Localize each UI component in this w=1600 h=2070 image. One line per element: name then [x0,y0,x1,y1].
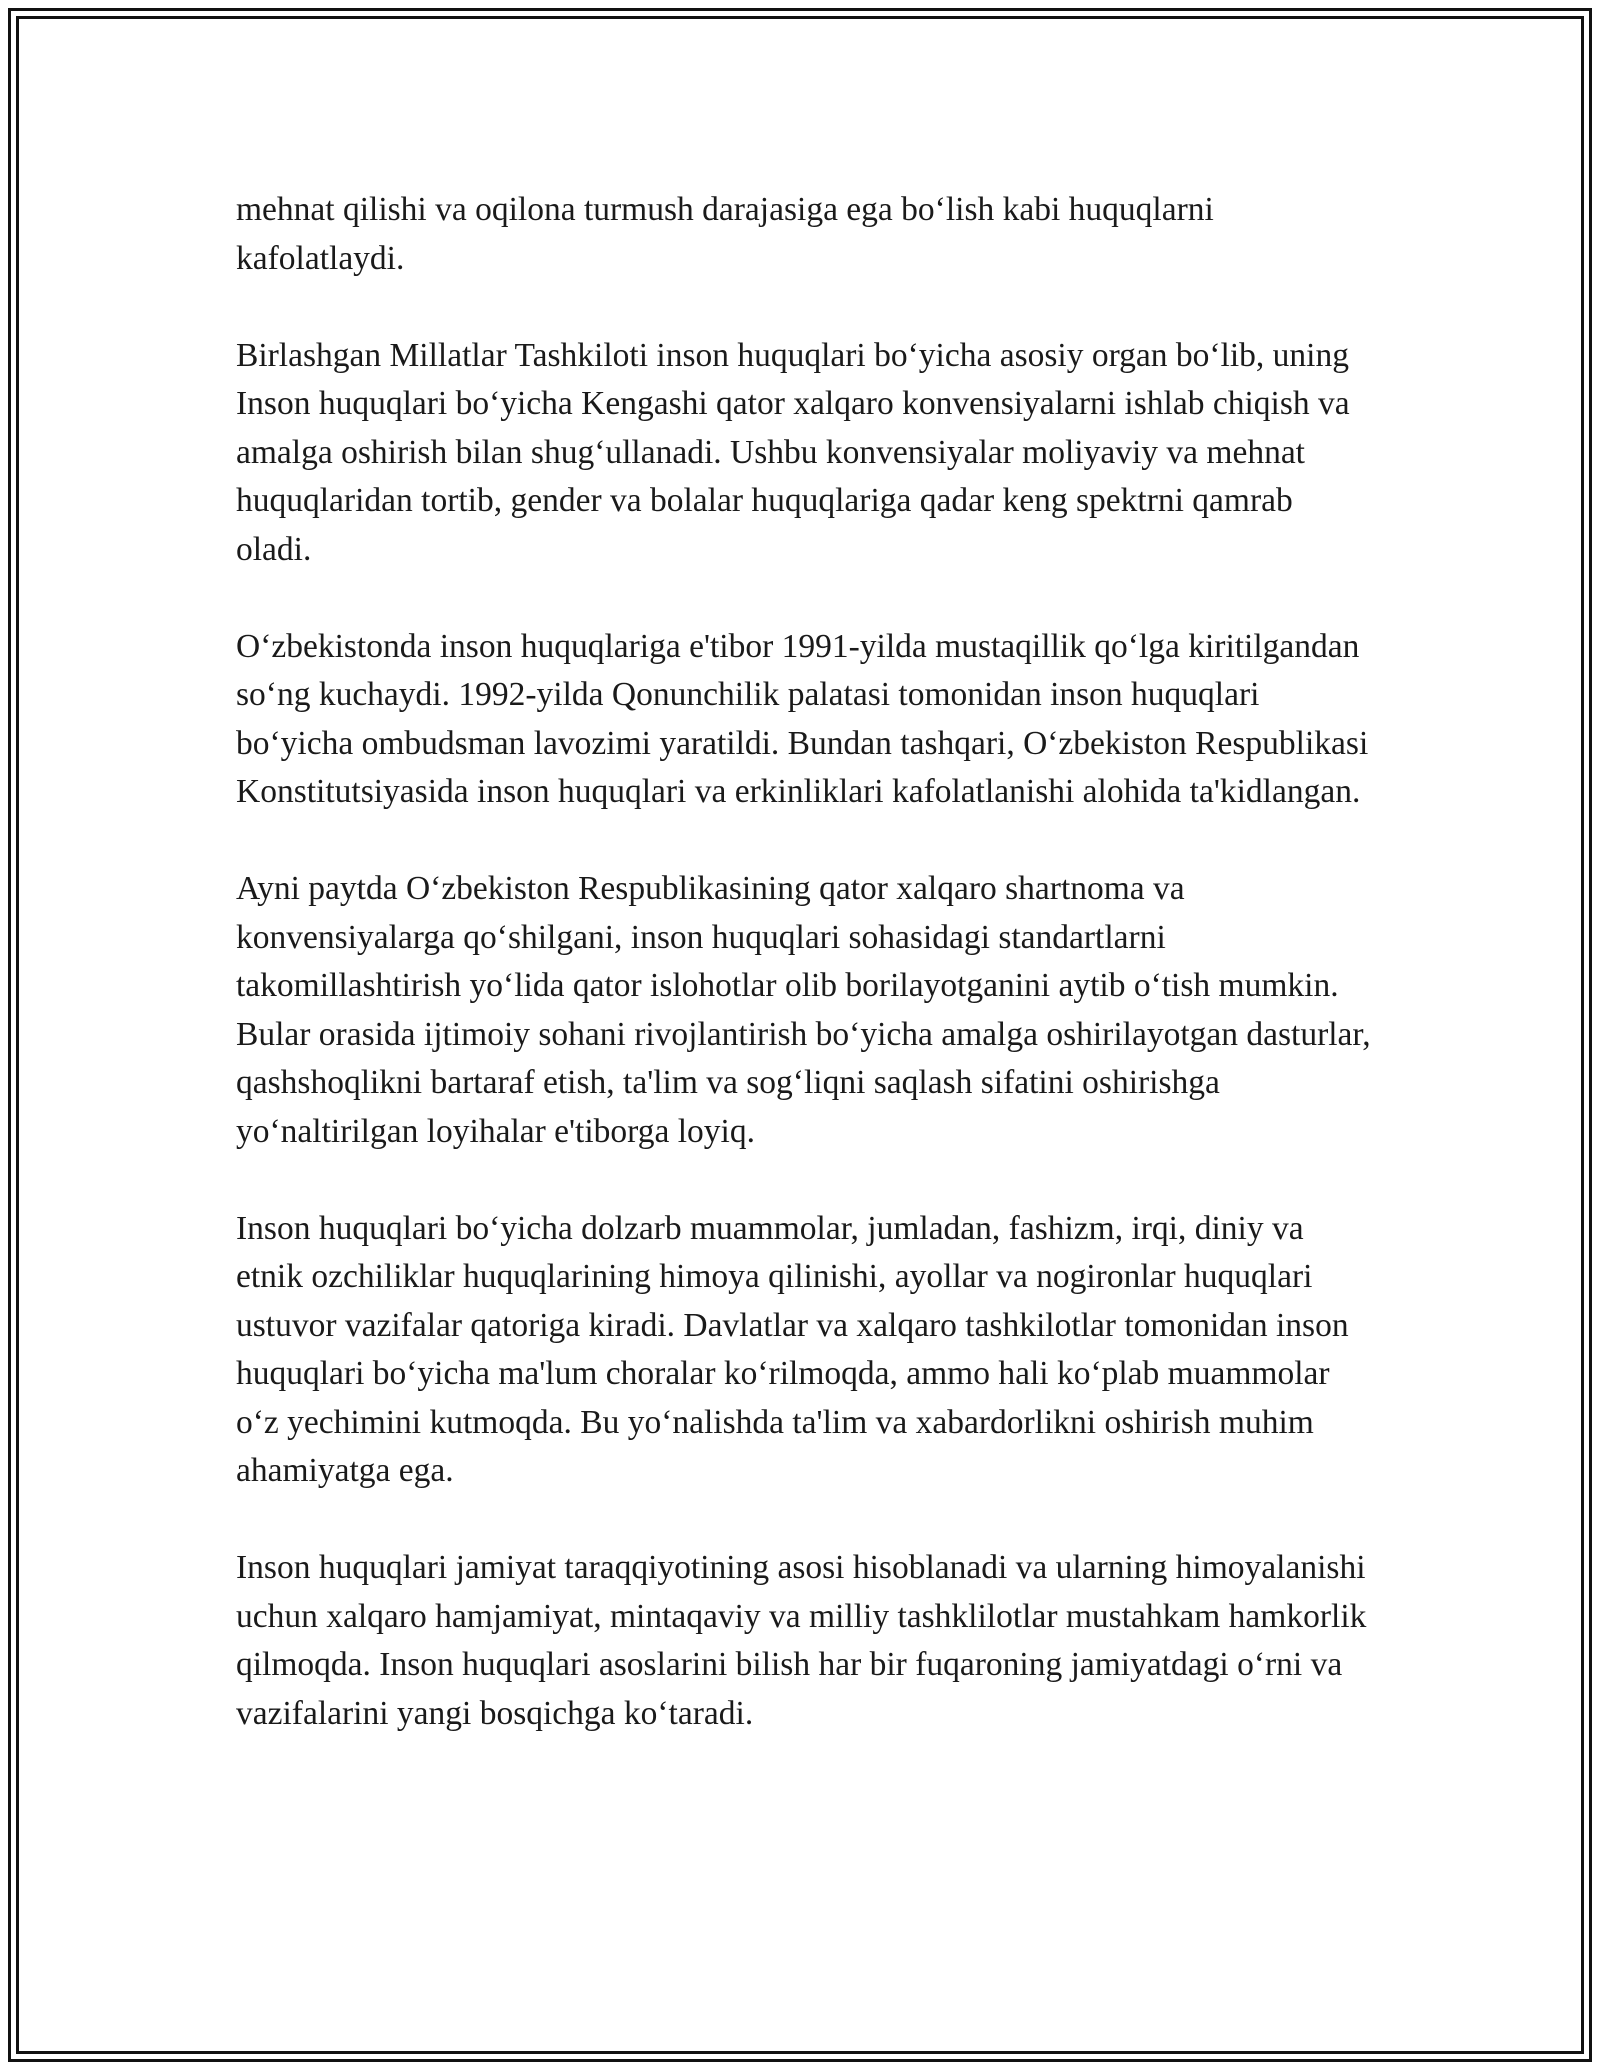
document-body [236,186,1376,1738]
paragraph-3: O‘zbekistonda inson huquqlariga e'tibor 1991-yilda mustaqillik qo‘lga kiritilgandan so‘ng kuchaydi. 1992-yilda Qonunchilik palatasi tomonidan inson huquqlari bo‘yicha ombudsman lavozimi yaratildi. Bundan tashqari, O‘zbekiston Respublikasi Konstitutsiyasida inson huquqlari va erkinliklari kafolatlanishi alohida ta'kidlangan. [236,627,1369,810]
paragraph-6: Inson huquqlari jamiyat taraqqiyotining asosi hisoblanadi va ularning himoyalanishi uchun xalqaro hamjamiyat, mintaqaviy va milliy tashklilotlar mustahkam hamkorlik qilmoqda. Inson huquqlari asoslarini bilish har bir fuqaroning jamiyatdagi o‘rni va vazifalarini yangi bosqichga ko‘taradi. [236,1549,1367,1732]
paragraph-2: Birlashgan Millatlar Tashkiloti inson huquqlari bo‘yicha asosiy organ bo‘lib, uning Inson huquqlari bo‘yicha Kengashi qator xalqaro konvensiyalarni ishlab chiqish va amalga oshirish bilan shug‘ullanadi. Ushbu konvensiyalar moliyaviy va mehnat huquqlaridan tortib, gender va bolalar huquqlariga qadar keng spektrni qamrab oladi. [236,336,1350,568]
paragraph-1: mehnat qilishi va oqilona turmush darajasiga ega bo‘lish kabi huquqlarni kafolatlaydi. [236,191,1214,277]
paragraph-5: Inson huquqlari bo‘yicha dolzarb muammolar, jumladan, fashizm, irqi, diniy va etnik ozchiliklar huquqlarining himoya qilinishi, ayollar va nogironlar huquqlari ustuvor vazifalar qatoriga kiradi. Davlatlar va xalqaro tashkilotlar tomonidan inson huquqlari bo‘yicha ma'lum choralar ko‘rilmoqda, ammo hali ko‘plab muammolar o‘z yechimini kutmoqda. Bu yo‘nalishda ta'lim va xabardorlikni oshirish muhim ahamiyatga ega. [236,1209,1349,1489]
paragraph-4: Ayni paytda O‘zbekiston Respublikasining qator xalqaro shartnoma va konvensiyalarga qo‘shilgani, inson huquqlari sohasidagi standartlarni takomillashtirish yo‘lida qator islohotlar olib borilayotganini aytib o‘tish mumkin. Bular orasida ijtimoiy sohani rivojlantirish bo‘yicha amalga oshirilayotgan dasturlar, qashshoqlikni bartaraf etish, ta'lim va sog‘liqni saqlash sifatini oshirishga yo‘naltirilgan loyihalar e'tiborga loyiq. [236,870,1371,1150]
